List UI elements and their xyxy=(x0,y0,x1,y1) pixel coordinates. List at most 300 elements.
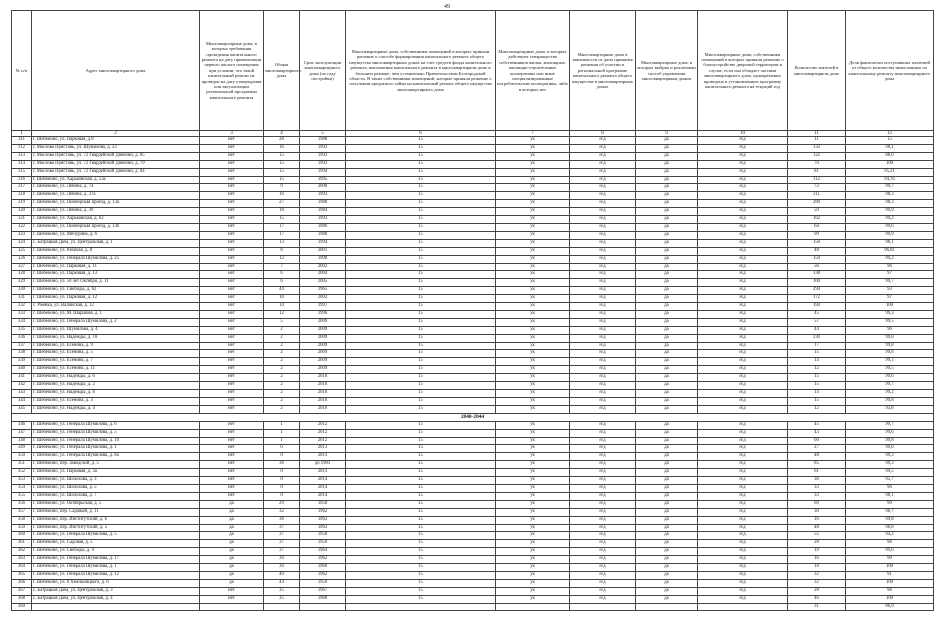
table-cell: нет xyxy=(200,137,264,145)
table-cell: н/д xyxy=(698,263,788,271)
table-cell: н/д xyxy=(698,326,788,334)
table-row xyxy=(12,429,934,437)
table-cell: да xyxy=(636,223,698,231)
table-cell: н/д xyxy=(698,445,788,453)
table-cell: 15 xyxy=(788,374,846,382)
table-cell: н/д xyxy=(570,137,636,145)
table-cell: 367 xyxy=(12,587,32,595)
table-row xyxy=(12,516,934,524)
table-cell: 12 xyxy=(264,310,300,318)
table-cell: 1988 xyxy=(300,200,346,208)
table-cell: 57 xyxy=(788,318,846,326)
table-cell xyxy=(698,603,788,611)
table-cell: 48 xyxy=(788,453,846,461)
table-cell: да xyxy=(636,350,698,358)
table-cell: ук xyxy=(496,477,570,485)
table-cell: ук xyxy=(496,508,570,516)
table-cell: 1 xyxy=(264,437,300,445)
table-cell: 2012 xyxy=(300,421,346,429)
table-cell: да xyxy=(636,571,698,579)
table-cell: г. Шебекино, ул. Парковая, д. 11 xyxy=(32,263,200,271)
table-cell: 363 xyxy=(12,556,32,564)
table-row xyxy=(12,477,934,485)
table-cell: 15 xyxy=(264,160,300,168)
table-cell: н/д xyxy=(570,587,636,595)
table-cell: г. Шебекино, ул. Генерала Шумилова, д. 10 xyxy=(32,437,200,445)
table-cell: 15 xyxy=(346,184,496,192)
table-row xyxy=(12,382,934,390)
table-cell: н/д xyxy=(570,429,636,437)
table-cell: ук xyxy=(496,216,570,224)
table-row xyxy=(12,540,934,548)
table-cell: н/д xyxy=(570,548,636,556)
table-cell: 172 xyxy=(788,295,846,303)
table-cell: ук xyxy=(496,184,570,192)
table-cell: 15 xyxy=(346,382,496,390)
table-cell: 355 xyxy=(12,492,32,500)
table-row xyxy=(12,374,934,382)
table-cell: нет xyxy=(200,184,264,192)
table-cell: да xyxy=(636,318,698,326)
table-cell: да xyxy=(636,255,698,263)
table-cell: 99,8 xyxy=(846,516,934,524)
table-cell: г. Шебекино, ул. Парковая, д. 3а xyxy=(32,469,200,477)
table-cell: 99,8 xyxy=(846,350,934,358)
table-cell: г. Шебекино, ул. Парковая, д. 12 xyxy=(32,295,200,303)
table-row xyxy=(12,160,934,168)
table-cell: н/д xyxy=(698,382,788,390)
table-cell xyxy=(264,603,300,611)
table-cell xyxy=(200,603,264,611)
table-cell: г. Шебекино, ул. 50 лет Октября, д. 11 xyxy=(32,279,200,287)
table-cell: 99,7 xyxy=(846,279,934,287)
table-cell: 1995 xyxy=(300,176,346,184)
table-cell: нет xyxy=(200,484,264,492)
table-cell: н/д xyxy=(698,429,788,437)
table-cell: н/д xyxy=(570,279,636,287)
table-cell: 349 xyxy=(12,445,32,453)
table-cell: 333 xyxy=(12,310,32,318)
table-row xyxy=(12,366,934,374)
table-cell: да xyxy=(636,326,698,334)
table-cell: 15 xyxy=(346,318,496,326)
table-cell: н/д xyxy=(698,200,788,208)
table-cell: нет xyxy=(200,382,264,390)
table-cell: ук xyxy=(496,397,570,405)
table-cell: н/д xyxy=(570,532,636,540)
table-cell: 1958 xyxy=(300,532,346,540)
table-cell: нет xyxy=(200,587,264,595)
table-cell: да xyxy=(636,247,698,255)
table-cell: 45 xyxy=(788,421,846,429)
table-cell: 18 xyxy=(264,208,300,216)
table-cell: н/д xyxy=(570,397,636,405)
table-cell: н/д xyxy=(570,160,636,168)
table-cell: да xyxy=(636,429,698,437)
table-row xyxy=(12,397,934,405)
table-cell: 97 xyxy=(846,271,934,279)
header-cell: Многоквартирные дома, собственники помещений в которых приняли решение о благоустройстве дворовой территории в случае, если она обладает частями многоквартирного дома, одновременно проведено в установленную программу капитального ремонта на текущий год xyxy=(698,11,788,131)
table-cell: н/д xyxy=(698,492,788,500)
table-cell: 0 xyxy=(264,469,300,477)
column-number: 6 xyxy=(346,131,496,137)
table-cell: н/д xyxy=(698,461,788,469)
table-cell: 15 xyxy=(346,223,496,231)
table-cell: н/д xyxy=(570,500,636,508)
table-cell: с. Батрацкая Дача, ул. Центральная, д. 3 xyxy=(32,587,200,595)
table-cell: 15 xyxy=(346,571,496,579)
table-cell: 328 xyxy=(12,271,32,279)
table-cell: 16 xyxy=(264,192,300,200)
table-cell: 98 xyxy=(846,540,934,548)
table-cell: н/д xyxy=(570,271,636,279)
table-cell: 99,8 xyxy=(846,334,934,342)
table-cell: 15 xyxy=(346,548,496,556)
table-cell: 2009 xyxy=(300,334,346,342)
column-number: 11 xyxy=(788,131,846,137)
table-cell: 37 xyxy=(264,540,300,548)
table-cell: 61 xyxy=(788,469,846,477)
table-cell: 1962 xyxy=(300,508,346,516)
table-cell: н/д xyxy=(570,564,636,572)
table-cell: 13 xyxy=(264,239,300,247)
table-cell: г. Шебекино, ул. Парковая, д. 13 xyxy=(32,271,200,279)
table-cell: н/д xyxy=(698,192,788,200)
table-cell: ук xyxy=(496,342,570,350)
header-row xyxy=(12,11,934,131)
table-cell: н/д xyxy=(698,548,788,556)
table-cell: н/д xyxy=(698,500,788,508)
table-cell: г. Шебекино, ул. Пионерская проезд, д. 13а xyxy=(32,200,200,208)
table-cell: 60 xyxy=(788,437,846,445)
table-cell: н/д xyxy=(570,287,636,295)
table-row xyxy=(12,192,934,200)
table-cell: 2002 xyxy=(300,263,346,271)
table-cell: 1964 xyxy=(300,548,346,556)
table-cell: г. Шебекино, ул. М. Шаршова, д. 1 xyxy=(32,310,200,318)
table-cell: г. Шебекино, ул. Харьковская, д. 62 xyxy=(32,216,200,224)
table-cell: 99 xyxy=(846,500,934,508)
table-cell: 15 xyxy=(346,477,496,485)
table-cell: нет xyxy=(200,192,264,200)
table-cell: да xyxy=(200,556,264,564)
table-cell: 36 xyxy=(264,516,300,524)
table-cell: 344 xyxy=(12,397,32,405)
table-cell: г. Шебекино, ул. Есенина, д. 7 xyxy=(32,358,200,366)
table-cell: 2009 xyxy=(300,350,346,358)
table-cell: 15 xyxy=(346,469,496,477)
table-cell: 1984 xyxy=(300,208,346,216)
table-cell: 15 xyxy=(346,564,496,572)
table-cell: н/д xyxy=(570,571,636,579)
table-cell: нет xyxy=(200,310,264,318)
table-cell: 1993 xyxy=(300,216,346,224)
table-cell: 15 xyxy=(346,500,496,508)
table-cell: 350 xyxy=(12,453,32,461)
table-cell: 15 xyxy=(346,579,496,587)
table-cell: да xyxy=(200,564,264,572)
table-cell: 2010 xyxy=(300,390,346,398)
table-row xyxy=(12,208,934,216)
table-cell: н/д xyxy=(570,310,636,318)
table-row xyxy=(12,255,934,263)
table-cell: 99,2 xyxy=(846,216,934,224)
table-cell: 12 xyxy=(788,366,846,374)
table-cell: н/д xyxy=(570,445,636,453)
table-cell: н/д xyxy=(570,508,636,516)
table-cell: ук xyxy=(496,263,570,271)
table-cell: г. Шебекино, ул. Есенина, д. 9 xyxy=(32,342,200,350)
table-cell: ук xyxy=(496,405,570,413)
table-row xyxy=(12,587,934,595)
table-cell xyxy=(496,603,570,611)
table-cell: нет xyxy=(200,318,264,326)
table-cell: 230 xyxy=(788,334,846,342)
table-cell: 100 xyxy=(846,579,934,587)
table-cell: 2 xyxy=(264,334,300,342)
table-cell: 2001 xyxy=(300,247,346,255)
table-cell: ук xyxy=(496,326,570,334)
table-cell: 2014 xyxy=(300,492,346,500)
table-cell: н/д xyxy=(698,532,788,540)
table-cell: 99,6 xyxy=(846,445,934,453)
table-cell: да xyxy=(200,540,264,548)
table-cell: нет xyxy=(200,247,264,255)
table-row xyxy=(12,358,934,366)
table-cell: 15 xyxy=(346,263,496,271)
table-cell: г. Шебекино, ул. Генерала Шумилова, д. 12 xyxy=(32,571,200,579)
table-cell: 15 xyxy=(346,358,496,366)
table-cell: 332 xyxy=(12,303,32,311)
table-row xyxy=(12,184,934,192)
column-number: 5 xyxy=(300,131,346,137)
table-cell: 314 xyxy=(12,160,32,168)
table-cell: 32 xyxy=(264,508,300,516)
table-cell: г. Шебекино, ул. Октябрьская, д. 5 xyxy=(32,500,200,508)
table-cell: 2 xyxy=(264,397,300,405)
table-cell: 1960 xyxy=(300,564,346,572)
table-cell: 43 xyxy=(788,429,846,437)
table-cell xyxy=(346,603,496,611)
table-cell: н/д xyxy=(698,587,788,595)
table-cell: 12 xyxy=(264,255,300,263)
table-cell: 15 xyxy=(846,137,934,145)
table-row xyxy=(12,571,934,579)
table-cell: 1959 xyxy=(300,540,346,548)
table-cell: да xyxy=(200,524,264,532)
table-cell: 98,1 xyxy=(846,144,934,152)
table-cell: ук xyxy=(496,255,570,263)
table-cell: ук xyxy=(496,271,570,279)
table-cell: 2014 xyxy=(300,477,346,485)
table-cell: да xyxy=(200,532,264,540)
table-cell: 15 xyxy=(346,310,496,318)
table-cell: да xyxy=(636,137,698,145)
table-cell: нет xyxy=(200,295,264,303)
table-cell: 369 xyxy=(12,603,32,611)
table-cell: 2 xyxy=(264,358,300,366)
table-cell: 99,6 xyxy=(846,374,934,382)
table-cell: нет xyxy=(200,223,264,231)
table-cell: да xyxy=(636,342,698,350)
table-cell: н/д xyxy=(698,160,788,168)
table-cell xyxy=(570,603,636,611)
table-cell: 2005 xyxy=(300,279,346,287)
table-cell: 0 xyxy=(264,445,300,453)
table-cell: 122 xyxy=(788,152,846,160)
table-cell: 32 xyxy=(788,579,846,587)
header-cell: Многоквартирные дома, в которых действуют товарищества собственников жилья, жилищные, жилищно-строительные кооперативы или иные специализированные потребительские кооперативы, либо в которых нет xyxy=(496,11,570,131)
housing-register-table-container xyxy=(11,10,931,630)
table-cell: 37 xyxy=(264,532,300,540)
table-cell: н/д xyxy=(698,477,788,485)
table-cell: да xyxy=(636,469,698,477)
table-cell: да xyxy=(636,271,698,279)
table-cell: 319 xyxy=(12,200,32,208)
table-cell: 35 xyxy=(264,587,300,595)
table-cell: 98,7 xyxy=(846,508,934,516)
table-row xyxy=(12,453,934,461)
table-cell: н/д xyxy=(698,279,788,287)
table-cell: н/д xyxy=(570,208,636,216)
table-cell: 99,5 xyxy=(846,366,934,374)
table-cell: г. Шебекино, ул. Есенина, д. 3 xyxy=(32,397,200,405)
table-cell: г. Шебекино, ул. Ленина, д. 37а xyxy=(32,192,200,200)
table-cell: ук xyxy=(496,334,570,342)
table-cell: н/д xyxy=(698,152,788,160)
table-cell: 98,3 xyxy=(846,200,934,208)
table-body xyxy=(12,131,934,611)
table-cell: 39 xyxy=(264,556,300,564)
header-cell: Многоквартирные дома, собственники помещений в которых приняли решение о способе формирования капитального ремонта общего имущества многоквартирных домах на счет средств фонда капитального ремонта, выполнения капитального ремонта в многоквартирном доме в большем размере, чем установлено Правительством Белгородской области. В таких собственники помещений, которые приняли решение о получении кредитного займа на капитальный ремонт общего имущества многоквартирного дома xyxy=(346,11,496,131)
table-cell: 326 xyxy=(12,255,32,263)
table-cell: 15 xyxy=(346,200,496,208)
table-cell: да xyxy=(200,516,264,524)
table-cell: 1993 xyxy=(300,160,346,168)
table-cell: ук xyxy=(496,239,570,247)
table-cell: 1980 xyxy=(300,137,346,145)
table-cell: ук xyxy=(496,310,570,318)
table-cell: 15 xyxy=(346,461,496,469)
table-cell: 15 xyxy=(346,216,496,224)
table-row xyxy=(12,168,934,176)
table-cell: г. Шебекино, ул. Генерала Шумилова, д. 2 xyxy=(32,318,200,326)
table-cell: нет xyxy=(200,279,264,287)
table-cell: 1958 xyxy=(300,500,346,508)
table-row xyxy=(12,223,934,231)
table-cell: да xyxy=(636,437,698,445)
table-cell: г. Шебекино, ул. Надежды, д. 2 xyxy=(32,382,200,390)
table-cell: да xyxy=(636,160,698,168)
table-cell: ук xyxy=(496,152,570,160)
table-cell: 2013 xyxy=(300,469,346,477)
table-cell: да xyxy=(636,508,698,516)
table-cell: 15 xyxy=(346,540,496,548)
table-cell: г. Шебекино, ул. Есенина, д. 5 xyxy=(32,350,200,358)
table-cell: да xyxy=(636,287,698,295)
table-cell: 56 xyxy=(788,263,846,271)
table-cell: 36 xyxy=(788,477,846,485)
table-cell: г. Шебекино, ул. Генерала Шумилова, д. 5 xyxy=(32,532,200,540)
table-cell: 14 xyxy=(788,358,846,366)
table-cell: 0 xyxy=(264,477,300,485)
table-cell: ук xyxy=(496,144,570,152)
table-cell: да xyxy=(636,453,698,461)
table-cell: да xyxy=(636,524,698,532)
table-cell: 324 xyxy=(12,239,32,247)
table-cell: 15 xyxy=(346,421,496,429)
table-cell: да xyxy=(636,231,698,239)
table-cell: ук xyxy=(496,500,570,508)
table-cell: 15 xyxy=(264,176,300,184)
table-cell: 44 xyxy=(788,326,846,334)
table-row xyxy=(12,595,934,603)
table-row xyxy=(12,231,934,239)
table-cell xyxy=(32,603,200,611)
column-number: 12 xyxy=(846,131,934,137)
table-cell: нет xyxy=(200,469,264,477)
table-cell: да xyxy=(636,366,698,374)
table-row xyxy=(12,342,934,350)
table-cell: ук xyxy=(496,587,570,595)
table-cell: нет xyxy=(200,421,264,429)
table-cell: 99,7 xyxy=(846,184,934,192)
table-cell: ук xyxy=(496,595,570,603)
table-cell: н/д xyxy=(698,484,788,492)
table-cell: 2 xyxy=(264,405,300,413)
table-cell: 14 xyxy=(788,390,846,398)
table-cell: да xyxy=(636,556,698,564)
table-cell: 15 xyxy=(346,492,496,500)
table-cell: 15 xyxy=(346,516,496,524)
table-cell: 15 xyxy=(346,271,496,279)
table-cell: 2 xyxy=(264,326,300,334)
table-cell: 15 xyxy=(346,176,496,184)
table-cell: да xyxy=(636,263,698,271)
table-cell: 331 xyxy=(12,295,32,303)
table-cell: 112 xyxy=(788,176,846,184)
table-cell: 159 xyxy=(788,255,846,263)
table-cell: 15 xyxy=(346,390,496,398)
table-cell: 37 xyxy=(264,524,300,532)
table-cell: н/д xyxy=(570,200,636,208)
table-cell: н/д xyxy=(698,374,788,382)
table-cell: 100 xyxy=(846,595,934,603)
table-cell: 2013 xyxy=(300,453,346,461)
table-cell: г. Маслова Пристань, ул. 72 Гвардейской Дивизии, д. 79 xyxy=(32,160,200,168)
table-cell: ук xyxy=(496,461,570,469)
table-cell: 99,3 xyxy=(846,453,934,461)
table-cell: да xyxy=(200,548,264,556)
table-cell: да xyxy=(636,176,698,184)
table-cell: ук xyxy=(496,429,570,437)
table-cell: 320 xyxy=(12,208,32,216)
table-cell: нет xyxy=(200,445,264,453)
table-row xyxy=(12,405,934,413)
table-row xyxy=(12,303,934,311)
table-cell: н/д xyxy=(570,453,636,461)
table-cell: г. Шебекино, пер. Заводской, д. 5 xyxy=(32,461,200,469)
table-cell: до 1983 xyxy=(300,461,346,469)
table-cell: 16 xyxy=(264,144,300,152)
table-cell: нет xyxy=(200,208,264,216)
table-cell: н/д xyxy=(570,484,636,492)
table-cell: н/д xyxy=(570,469,636,477)
table-cell: 352 xyxy=(12,469,32,477)
table-cell: 15 xyxy=(346,168,496,176)
table-row xyxy=(12,216,934,224)
table-cell: да xyxy=(636,548,698,556)
